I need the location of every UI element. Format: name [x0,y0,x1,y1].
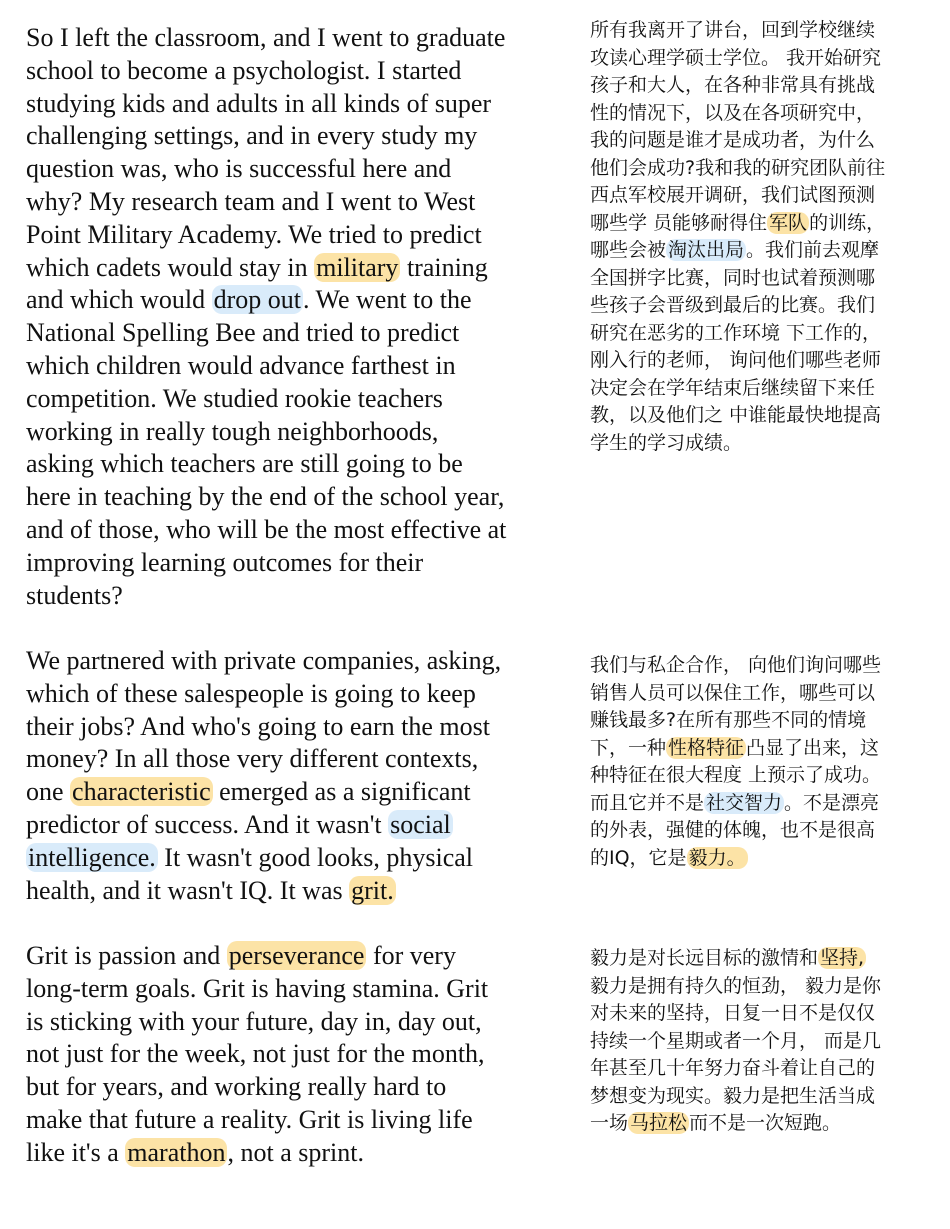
text-line: and which would drop out. We went to the [26,285,472,315]
text-line: working in really tough neighborhoods, [26,416,439,446]
text-line: 毅力是对长远目标的激情和 坚持, [590,947,865,969]
highlight-drop-out: drop out [213,285,301,315]
text-line: 孩子和大人，在各种非常具有挑战 [590,74,876,96]
highlight-military: military [316,252,399,282]
chinese-paragraph-3 [590,945,935,1138]
highlight-military-zh: 军队 [769,211,808,234]
text-line: students? [26,580,123,610]
text-line: 全国拼字比赛，同时也试着预测哪 [590,266,876,289]
highlight-characteristic-zh: 性格特征 [668,736,745,759]
text-line: like it's a marathon, not a sprint. [26,1137,364,1167]
text-line: one characteristic emerged as a significant [26,777,471,807]
text-line: 下，一种 性格特征 凸显了出来，这 [590,736,880,759]
highlight-grit-zh: 毅力。 [688,846,746,869]
text-line: here in teaching by the end of the school year, [26,482,505,512]
text-line: We partnered with private companies, asking, [26,646,502,675]
english-paragraph-2 [26,645,566,907]
text-line: challenging settings, and in every study my [26,121,478,151]
highlight-perseverance: perseverance [228,941,365,970]
text-line: which children would advance farthest in [26,350,456,380]
text-line: 他们会成功?我和我的研究团队前往 [590,156,886,179]
text-line: asking which teachers are still going to be [26,449,463,479]
text-line: improving learning outcomes for their [26,547,424,577]
highlight-marathon: marathon [127,1137,226,1167]
text-line: competition. We studied rookie teachers [26,383,443,413]
text-line: which of these salespeople is going to keep [26,678,476,708]
text-line: Point Military Academy. We tried to predict [26,219,482,249]
text-line: 西点军校展开调研，我们试图预测 [590,184,876,206]
chinese-paragraph-1 [590,17,935,457]
text-line: 研究在恶劣的工作环境 下工作的， [590,321,882,344]
text-line: their jobs? And who's going to earn the most [26,711,490,741]
text-line: National Spelling Bee and tried to predict [26,318,460,348]
text-line: 攻读心理学硕士学位。 我开始研究 [590,46,882,69]
text-line: 所有我离开了讲台，回到学校继续 [590,19,876,41]
text-line: studying kids and adults in all kinds of super [26,88,492,118]
text-line: which cadets would stay in military training [26,252,488,282]
english-paragraph-3 [26,940,566,1170]
text-line: 哪些学 员能够耐得住 军队 的训练， [590,211,886,234]
text-line: and of those, who will be the most effective at [26,514,507,544]
text-line: 刚入行的老师， 询问他们哪些老师 [590,349,882,371]
text-line: So I left the classroom, and I went to graduate [26,23,506,52]
text-line: is sticking with your future, day in, day out, [26,1006,482,1036]
text-line: school to become a psychologist. I started [26,55,462,85]
text-line: 些孩子会晋级到最后的比赛。我们 [590,294,876,316]
text-line: but for years, and working really hard to [26,1072,447,1102]
text-line: 持续一个星期或者一个月， 而是几 [590,1029,882,1052]
text-line: 梦想变为现实。毅力是把生活当成 [590,1084,876,1107]
text-line: predictor of success. And it wasn't social [26,809,451,839]
text-line: 而且它并不是 社交智力 。不是漂亮 [590,791,880,814]
text-line: 学生的学习成绩。 [590,431,743,454]
highlight-social-intelligence-zh: 社交智力 [706,791,783,814]
text-line: 一场 马拉松 而不是一次短跑。 [590,1112,842,1134]
text-line: Grit is passion and perseverance for very [26,941,456,970]
text-line: 年甚至几十年努力奋斗着让自己的 [590,1057,876,1079]
text-line: 教，以及他们之 中谁能最快地提高 [590,404,882,426]
text-line: long-term goals. Grit is having stamina. Grit [26,973,489,1003]
highlight-characteristic: characteristic [72,777,211,807]
text-line: money? In all those very different contexts, [26,744,479,774]
text-line: 销售人员可以保住工作，哪些可以 [590,681,876,704]
text-line: why? My research team and I went to West [26,186,476,216]
highlight-drop-out-zh: 淘汰出局 [668,239,745,261]
text-line: 哪些会被 淘汰出局 。我们前去观摩 [590,239,880,261]
text-line: 赚钱最多?在所有那些不同的情境 [590,709,867,731]
text-line: make that future a reality. Grit is living life [26,1104,473,1134]
highlight-social: social [390,809,451,839]
text-line: question was, who is successful here and [26,154,452,184]
english-paragraph-1 [26,22,566,612]
highlight-grit: grit. [351,875,394,905]
text-line: 的外表，强健的体魄，也不是很高 [590,819,876,841]
text-line: 决定会在学年结束后继续留下来任 [590,376,876,399]
text-line: 毅力是拥有持久的恒劲， 毅力是你 [590,974,882,997]
text-line: 性的情况下，以及在各项研究中， [590,101,876,124]
text-line: 我的问题是谁才是成功者，为什么 [590,129,876,151]
text-line: health, and it wasn't IQ. It was grit. [26,875,394,905]
text-line: intelligence. It wasn't good looks, physical [28,842,473,872]
text-line: not just for the week, not just for the month, [26,1039,485,1069]
chinese-paragraph-2 [590,652,935,872]
text-line: 的IQ，它是 毅力。 [590,846,746,869]
highlight-perseverance-zh: 坚持, [820,947,865,969]
text-line: 对未来的坚持，日复一日不是仅仅 [590,1002,876,1024]
text-line: 我们与私企合作， 向他们询问哪些 [590,654,882,676]
text-line: 种特征在很大程度 上预示了成功。 [590,764,882,786]
highlight-marathon-zh: 马拉松 [630,1112,688,1134]
highlight-intelligence: intelligence. [28,842,156,872]
